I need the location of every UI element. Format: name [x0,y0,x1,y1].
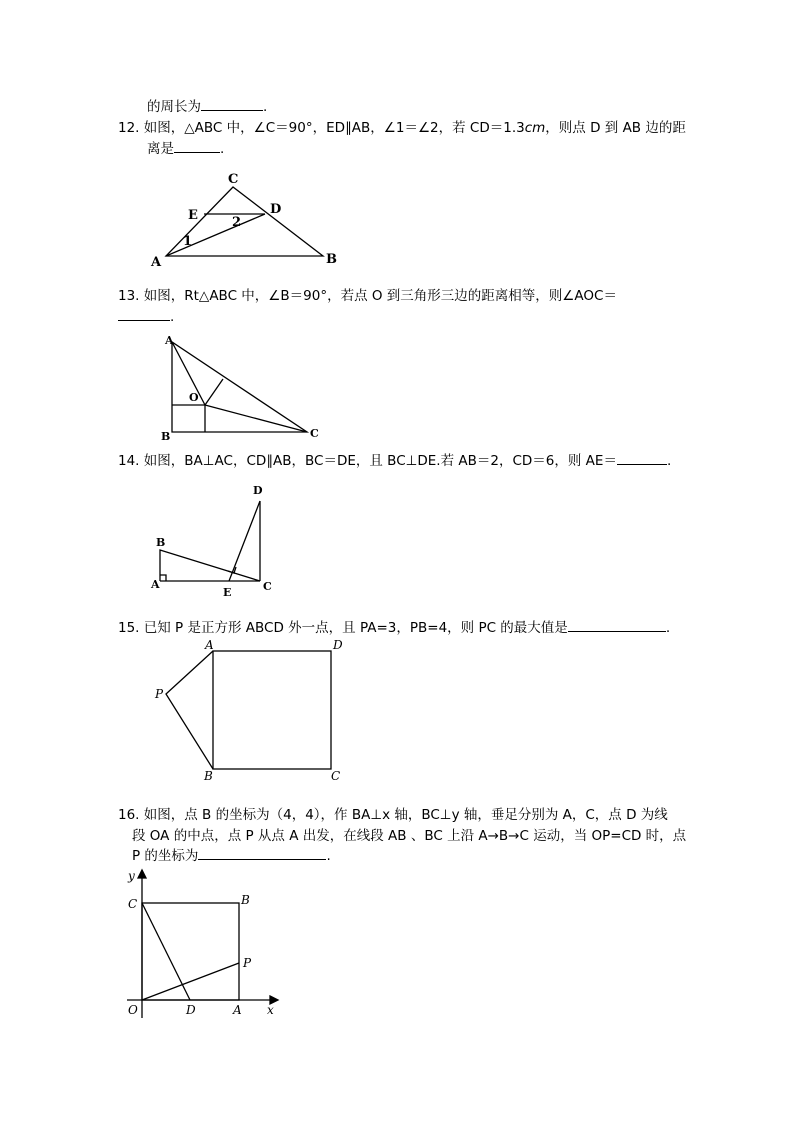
label-a: A [151,255,162,270]
q16-text-3: P 的坐标为 [132,848,199,864]
label-c: C [263,580,272,593]
q15-text: 15. 已知 P 是正方形 ABCD 外一点，且 PA=3，PB=4，则 PC 的最大值是 [118,620,568,636]
segment-de [229,501,260,581]
q12-line-1 [118,119,686,137]
q13-line-2 [118,308,174,326]
q13-line-1 [118,287,617,305]
q13-triangle-figure [155,330,335,445]
q16-text-2: 段 OA 的中点，点 P 从点 A 出发，在线段 AB 、BC 上沿 A→B→C 运动，当 OP=CD 时，点 [132,828,687,844]
answer-blank [118,308,170,321]
answer-blank [568,619,666,632]
label-b: B [156,536,166,549]
right-angle-mark-a [160,575,166,581]
q14-line-1 [118,452,671,470]
angle-label-2: 2 [232,215,242,230]
q11-tail-text: 的周长为 [147,99,201,115]
q16-line-1 [118,806,668,824]
angle-label-1: 1 [183,234,193,249]
label-y: y [128,869,135,883]
label-p: P [155,687,164,701]
segment-ad [166,214,265,256]
label-a: A [165,334,174,347]
period: . [170,309,175,325]
segments-pa-pb [166,651,213,769]
segment-oc [205,405,307,432]
q15-square-figure [150,636,350,786]
label-d: D [333,638,343,652]
label-b: B [161,430,171,443]
answer-blank [174,140,220,153]
label-a: A [233,1003,242,1017]
q11-tail-line [147,98,267,116]
label-d: D [186,1003,196,1017]
q15-line-1 [118,619,670,637]
label-x: x [267,1003,274,1017]
label-o: O [189,391,199,404]
q12-line-2 [147,140,224,158]
label-d: D [253,484,263,497]
label-c: C [128,897,138,911]
segment-ab-bc [160,550,260,581]
label-a: A [151,578,160,591]
square-abcd [213,651,331,769]
answer-blank [201,98,263,111]
label-c: C [331,769,341,783]
label-b: B [326,252,337,267]
label-b: B [241,893,250,907]
answer-blank [198,847,326,860]
period: . [220,141,225,157]
q16-line-2 [132,827,686,845]
label-p: P [243,956,252,970]
label-e: E [223,586,232,599]
segment-op [142,963,239,1000]
label-e: E [188,208,198,223]
q13-text: 13. 如图，Rt△ABC 中，∠B＝90°，若点 O 到三角形三边的距离相等，则∠AOC＝ [118,288,617,304]
q16-coordinate-figure [115,866,290,1026]
q12-text-2: 离是 [147,141,174,157]
period: . [326,848,331,864]
label-b: B [204,769,213,783]
period: . [263,99,268,115]
q12-triangle-figure [140,165,360,275]
q16-text-1: 16. 如图，点 B 的坐标为（4，4），作 BA⊥x 轴，BC⊥y 轴，垂足分别为 A，C，点 D 为线 [118,807,668,823]
q12-text-post: ，则点 D 到 AB 边的距 [545,120,686,136]
label-o: O [128,1003,138,1017]
y-axis-arrow-icon [138,870,146,878]
triangle-abc [172,342,307,432]
period: . [665,620,671,636]
q12-unit: cm [524,120,546,136]
square-oabc [142,903,239,1000]
q16-line-3 [132,847,331,865]
answer-blank [617,452,667,465]
q12-text-pre: 12. 如图，△ABC 中，∠C＝90°，ED∥AB，∠1＝∠2，若 CD＝1.3 [118,120,525,136]
period: . [666,453,672,469]
label-c: C [228,172,239,187]
perpendicular-to-ac [205,379,223,405]
label-c: C [310,427,319,440]
label-a: A [205,638,214,652]
label-d: D [270,202,282,217]
segment-cd [142,903,190,1000]
q14-figure [145,478,285,598]
q14-text: 14. 如图，BA⊥AC，CD∥AB，BC＝DE，且 BC⊥DE.若 AB＝2，CD＝6，则 AE＝ [118,453,617,469]
